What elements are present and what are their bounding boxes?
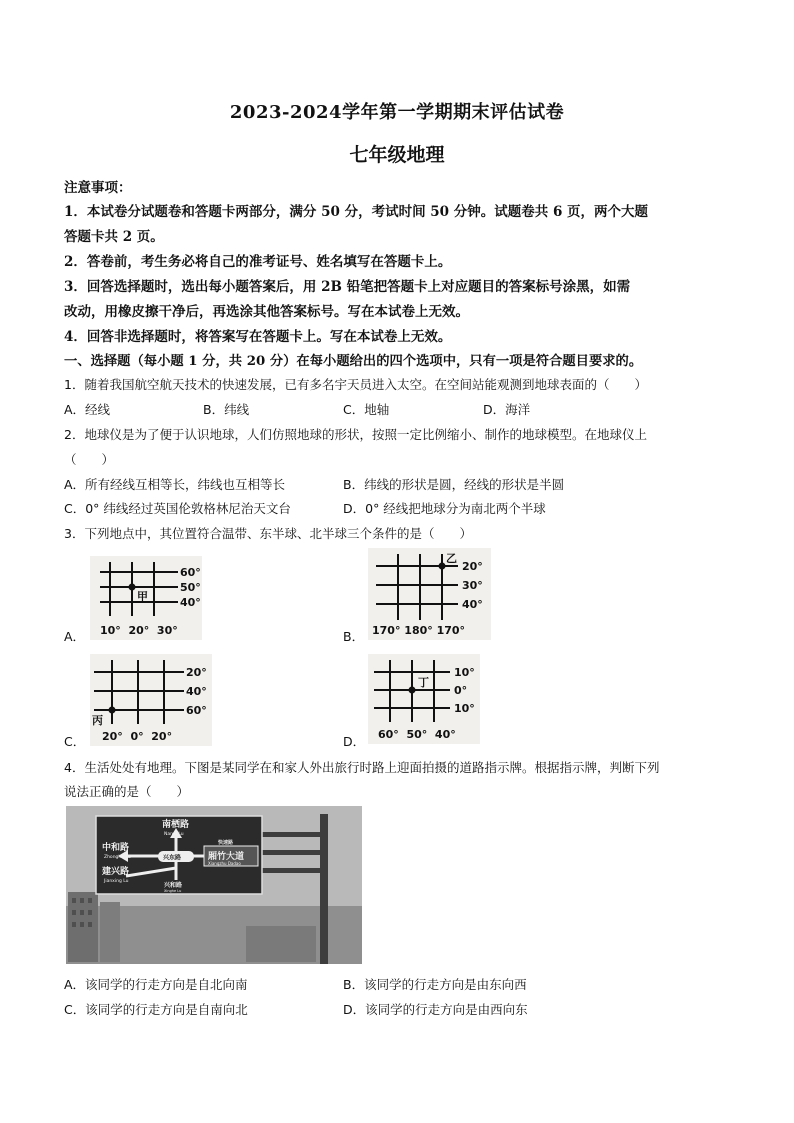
- grid-lat-label: 60°: [180, 566, 201, 579]
- q1-option-d[interactable]: D．海洋: [483, 402, 531, 417]
- q2-option-d[interactable]: D．0° 经线把地球分为南北两个半球: [343, 501, 546, 516]
- grid-lat-label: 0°: [454, 684, 468, 697]
- q2-option-a[interactable]: A．所有经线互相等长，纬线也互相等长: [64, 477, 286, 492]
- sign-east-label: 厢竹大道: [208, 852, 245, 862]
- notice-item: 1．本试卷分试题卷和答题卡两部分，满分 50 分，考试时间 50 分钟。试题卷共 6 页，两个大题: [64, 204, 649, 220]
- sign-south-label: 兴和路: [164, 882, 183, 889]
- notice-item: 4．回答非选择题时，将答案写在答题卡上。写在本试卷上无效。: [64, 329, 452, 345]
- grid-lat-label: 20°: [462, 560, 483, 573]
- exam-title: 2023-2024学年第一学期期末评估试卷: [229, 102, 565, 123]
- q3-option-d[interactable]: D．: [343, 734, 366, 749]
- q3-option-a[interactable]: A．: [64, 629, 86, 644]
- q4-option-c[interactable]: C．该同学的行走方向是自南向北: [64, 1002, 248, 1017]
- sign-west-label: 中和路: [102, 843, 130, 853]
- road-sign-photo: [66, 806, 362, 964]
- grid-lon-label: 60° 50° 40°: [378, 728, 456, 741]
- exam-subtitle: 七年级地理: [349, 144, 445, 166]
- q4-option-b[interactable]: B．该同学的行走方向是由东向西: [343, 977, 527, 992]
- notice-item: 3．回答选择题时，选出每小题答案后，用 2B 铅笔把答题卡上对应题目的答案标号涂黑，如需: [64, 279, 631, 295]
- q4-option-d[interactable]: D．该同学的行走方向是由西向东: [343, 1002, 528, 1017]
- grid-lon-label: 170° 180° 170°: [372, 624, 466, 637]
- question-4-stem-cont: 说法正确的是（ ）: [64, 784, 190, 799]
- grid-lat-label: 60°: [186, 704, 207, 717]
- grid-lat-label: 30°: [462, 579, 483, 592]
- notice-heading: 注意事项：: [64, 180, 132, 196]
- question-2-stem-cont: （ ）: [64, 452, 115, 467]
- q2-option-b[interactable]: B．纬线的形状是圆，经线的形状是半圆: [343, 477, 565, 492]
- grid-lat-label: 40°: [462, 598, 483, 611]
- notice-item: 2．答卷前，考生务必将自己的准考证号、姓名填写在答题卡上。: [64, 254, 452, 270]
- grid-lat-label: 10°: [454, 702, 475, 715]
- question-4-stem: 4．生活处处有地理。下图是某同学在和家人外出旅行时路上迎面拍摄的道路指示牌。根据指示牌，判断下列: [64, 760, 660, 775]
- grid-lat-label: 50°: [180, 581, 201, 594]
- sign-north-pinyin: Nanxi Lu: [164, 832, 184, 837]
- question-2-stem: 2．地球仪是为了便于认识地球，人们仿照地球的形状，按照一定比例缩小、制作的地球模型。在地球仪上: [64, 427, 647, 442]
- question-1-stem: 1．随着我国航空航天技术的快速发展，已有多名宇天员进入太空。在空间站能观测到地球表面的（ ）: [64, 377, 647, 392]
- section-heading: 一、选择题（每小题 1 分，共 20 分）在每小题给出的四个选项中，只有一项是符合题目要求的。: [64, 354, 643, 369]
- grid-lat-label: 10°: [454, 666, 475, 679]
- q4-option-a[interactable]: A．该同学的行走方向是自北向南: [64, 977, 248, 992]
- sign-express-label: 快速路: [218, 840, 234, 846]
- grid-point-label: 乙: [446, 552, 457, 565]
- grid-lon-label: 10° 20° 30°: [100, 624, 178, 637]
- sign-north-label: 南栖路: [162, 820, 190, 830]
- q2-option-c[interactable]: C．0° 纬线经过英国伦敦格林尼治天文台: [64, 501, 291, 516]
- grid-lat-label: 40°: [180, 596, 201, 609]
- grid-map-d: [368, 654, 480, 744]
- sign-east-pinyin: Xiangzhu Dadao: [208, 861, 241, 866]
- grid-map-a: [90, 556, 202, 640]
- q1-option-a[interactable]: A．经线: [64, 402, 111, 417]
- grid-lat-label: 40°: [186, 685, 207, 698]
- q3-option-b[interactable]: B．: [343, 629, 365, 644]
- grid-map-c: [90, 654, 212, 746]
- q3-option-c[interactable]: C．: [64, 734, 86, 749]
- notice-item: 改动，用橡皮擦干净后，再选涂其他答案标号。写在本试卷上无效。: [64, 304, 469, 320]
- grid-map-b: [368, 548, 491, 640]
- sign-center-label: 兴东路: [163, 854, 182, 862]
- sign-southwest-label: 建兴路: [102, 867, 130, 877]
- sign-south-pinyin: Xinghe Lu: [164, 889, 182, 893]
- q1-option-b[interactable]: B．纬线: [203, 402, 250, 417]
- sign-west-pinyin: Zhonghe Lu: [104, 855, 131, 860]
- q1-option-c[interactable]: C．地轴: [343, 402, 390, 417]
- grid-lat-label: 20°: [186, 666, 207, 679]
- grid-point-label: 丙: [92, 714, 103, 727]
- sign-southwest-pinyin: Jianxing Lu: [104, 879, 129, 884]
- question-3-stem: 3．下列地点中，其位置符合温带、东半球、北半球三个条件的是（ ）: [64, 526, 472, 541]
- grid-point-label: 甲: [137, 590, 148, 603]
- grid-point-label: 丁: [418, 676, 429, 689]
- notice-item: 答题卡共 2 页。: [64, 229, 164, 245]
- grid-lon-label: 20° 0° 20°: [102, 730, 173, 743]
